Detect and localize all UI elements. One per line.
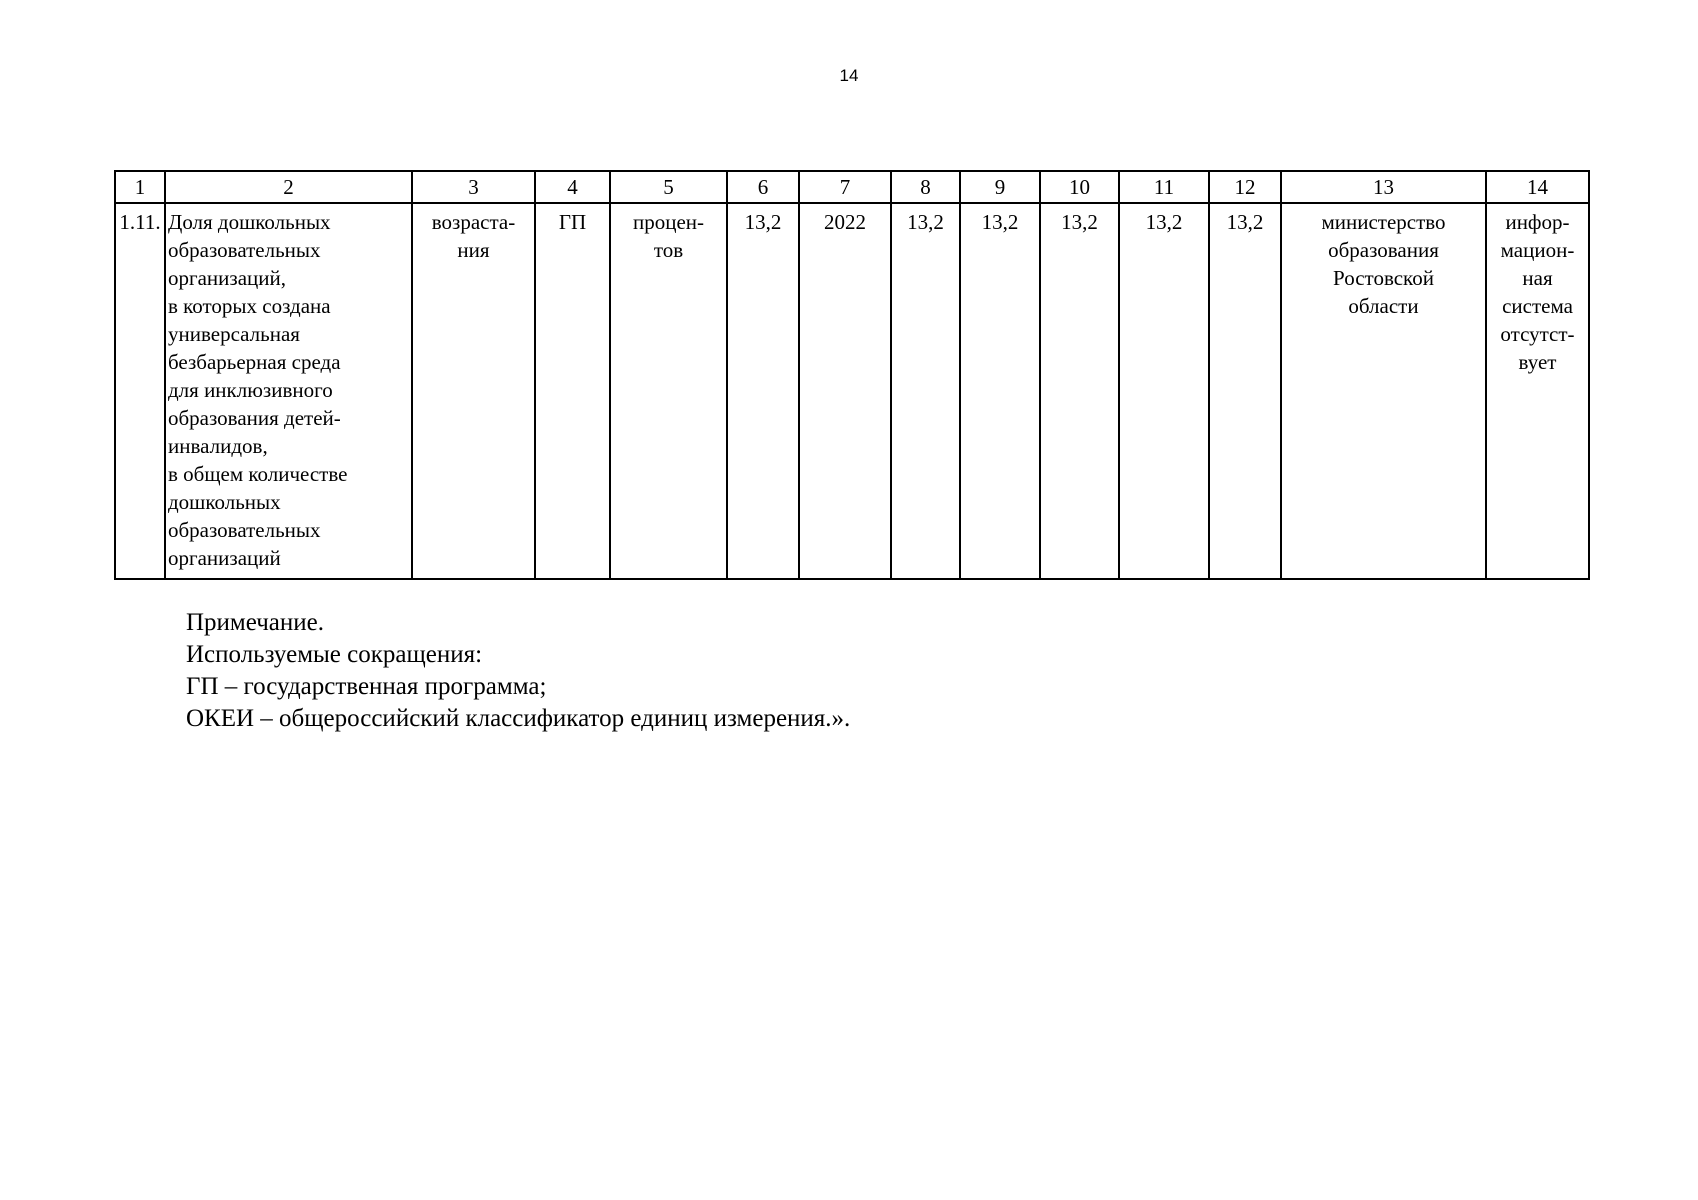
indicators-table [114, 170, 1590, 580]
value-cell: 13,2 [1040, 203, 1119, 579]
row-number-cell: 1.11. [115, 203, 165, 579]
header-cell: 11 [1119, 171, 1209, 203]
header-cell: 1 [115, 171, 165, 203]
value-cell: 13,2 [1209, 203, 1281, 579]
value-cell: 13,2 [891, 203, 960, 579]
page-number: 14 [839, 66, 859, 85]
note-abbreviations-title: Используемые сокращения: [186, 641, 483, 668]
header-cell: 4 [535, 171, 610, 203]
table-header-row [115, 171, 1589, 203]
trend-cell: возраста- ния [412, 203, 535, 579]
header-cell: 14 [1486, 171, 1589, 203]
value-cell: 13,2 [727, 203, 799, 579]
info-system-cell: инфор- мацион- ная система отсутст- вует [1486, 203, 1589, 579]
note-title: Примечание. [186, 609, 325, 636]
value-cell: 13,2 [1119, 203, 1209, 579]
value-cell: 13,2 [960, 203, 1040, 579]
unit-cell: процен- тов [610, 203, 727, 579]
header-cell: 13 [1281, 171, 1486, 203]
indicator-name-cell: Доля дошкольных образовательных организаций, в которых создана универсальная безбарьерная среда для инклюзивного образования детей- инвалидов, в общем количестве дошкольных образовательных организаций [165, 203, 412, 579]
header-cell: 10 [1040, 171, 1119, 203]
table-row [115, 203, 1589, 579]
header-cell: 2 [165, 171, 412, 203]
note-block [186, 607, 850, 735]
header-cell: 7 [799, 171, 891, 203]
responsible-cell: министерство образования Ростовской области [1281, 203, 1486, 579]
year-cell: 2022 [799, 203, 891, 579]
note-abbreviation-gp: ГП – государственная программа; [186, 673, 547, 700]
header-cell: 5 [610, 171, 727, 203]
header-cell: 6 [727, 171, 799, 203]
type-cell: ГП [535, 203, 610, 579]
header-cell: 12 [1209, 171, 1281, 203]
header-cell: 9 [960, 171, 1040, 203]
header-cell: 8 [891, 171, 960, 203]
note-abbreviation-okei: ОКЕИ – общероссийский классификатор единиц измерения.». [186, 705, 851, 732]
header-cell: 3 [412, 171, 535, 203]
